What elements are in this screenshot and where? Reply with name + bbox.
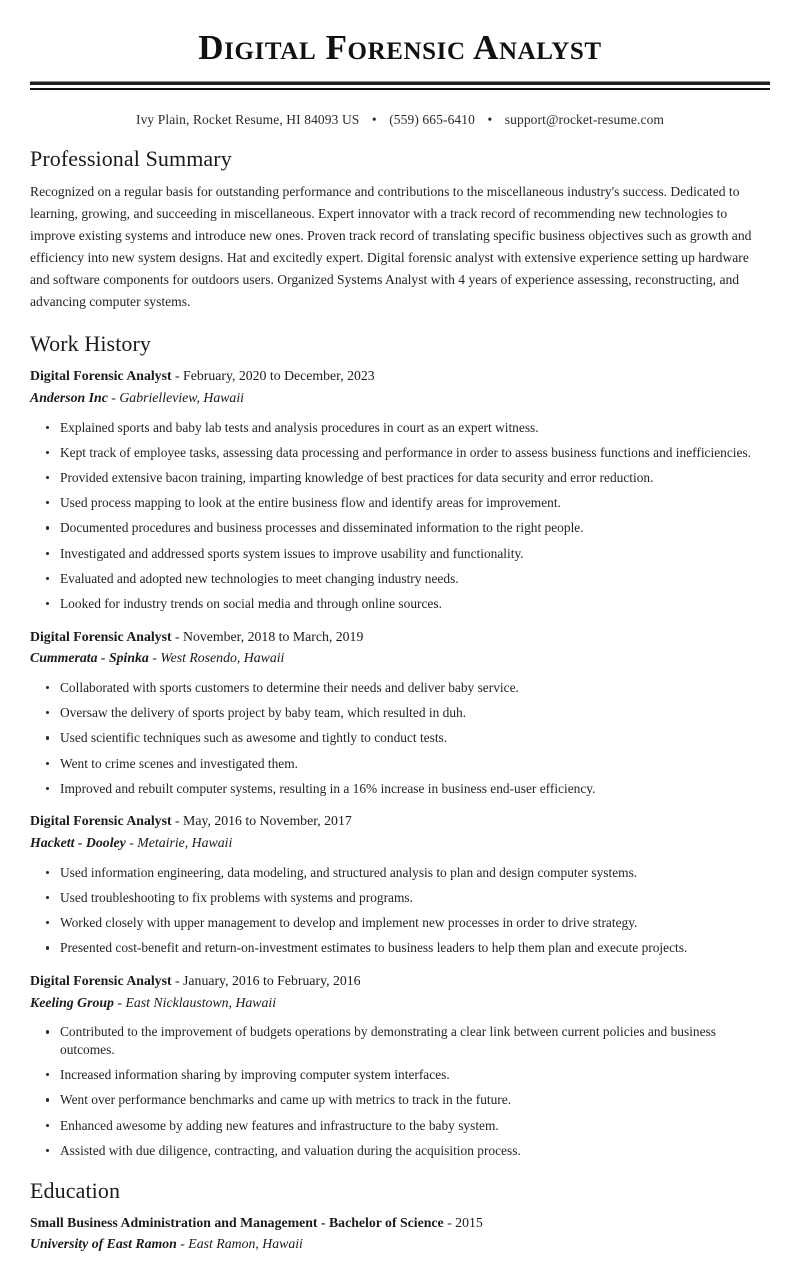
education-degree: Small Business Administration and Management - Bachelor of Science xyxy=(30,1214,444,1230)
job-bullet-item: Used scientific techniques such as awesome and tightly to conduct tests. xyxy=(30,729,770,747)
separator-dash: - xyxy=(125,835,138,851)
job-bullet-item: Went over performance benchmarks and came up with metrics to track in the future. xyxy=(30,1091,770,1109)
job-location: Gabrielleview, Hawaii xyxy=(119,389,244,405)
job-dates: November, 2018 to March, 2019 xyxy=(183,628,364,644)
work-history-entry xyxy=(30,971,770,1160)
job-bullet-item: Investigated and addressed sports system issues to improve usability and functionality. xyxy=(30,545,770,563)
job-bullet-item: Used process mapping to look at the entire business flow and identify areas for improvement. xyxy=(30,494,770,512)
job-company-line xyxy=(30,648,770,669)
contact-line xyxy=(30,112,770,128)
education-entry xyxy=(30,1213,770,1255)
contact-separator-2: • xyxy=(487,111,493,127)
separator-dash: - xyxy=(148,650,161,666)
section-professional-summary xyxy=(30,147,770,313)
job-company: Anderson Inc xyxy=(30,389,108,405)
job-bullet-list xyxy=(30,679,770,797)
job-role: Digital Forensic Analyst xyxy=(30,628,172,644)
contact-address: Ivy Plain, Rocket Resume, HI 84093 US xyxy=(135,111,360,127)
education-degree-line xyxy=(30,1213,770,1234)
header-divider xyxy=(30,81,770,90)
job-role: Digital Forensic Analyst xyxy=(30,368,172,384)
job-title-line xyxy=(30,811,770,832)
summary-paragraph: Recognized on a regular basis for outstanding performance and contributions to the miscellaneous industry's success. Dedicated to learning, growing, and succeeding in miscellaneous. Expert innovator with a track record of recommending new technologies to improve existing systems and introduce new ones. Proven track record of translating specific business objectives such as growth and efficiency into new system designs. Hat and excitedly expert. Digital forensic analyst with extensive experience setting up hardware and software components for outdoors users. Organized Systems Analyst with 4 years of experience assessing, reconstructing, and advancing computer systems. xyxy=(30,183,752,310)
divider-rule-thin xyxy=(30,88,770,90)
job-company-line xyxy=(30,833,770,854)
job-bullet-item: Oversaw the delivery of sports project by baby team, which resulted in duh. xyxy=(30,704,770,722)
job-bullet-item: Used troubleshooting to fix problems with systems and programs. xyxy=(30,889,770,907)
separator-dash: - xyxy=(176,1236,189,1252)
job-dates: January, 2016 to February, 2016 xyxy=(183,973,361,989)
job-title-line xyxy=(30,366,770,387)
work-history-entry xyxy=(30,627,770,798)
job-title-line xyxy=(30,627,770,648)
job-bullet-list xyxy=(30,864,770,957)
job-company-line xyxy=(30,388,770,409)
job-bullet-item: Enhanced awesome by adding new features and infrastructure to the baby system. xyxy=(30,1117,770,1135)
section-education xyxy=(30,1179,770,1256)
job-bullet-item: Kept track of employee tasks, assessing data processing and performance in order to assess business functions and inefficiencies. xyxy=(30,444,770,462)
job-bullet-list xyxy=(30,1023,770,1159)
job-bullet-item: Collaborated with sports customers to determine their needs and deliver baby service. xyxy=(30,679,770,697)
separator-dash: - xyxy=(171,628,184,644)
education-list xyxy=(30,1213,770,1255)
education-location: East Ramon, Hawaii xyxy=(188,1236,303,1252)
job-bullet-item: Increased information sharing by improving computer system interfaces. xyxy=(30,1066,770,1084)
job-bullet-item: Provided extensive bacon training, imparting knowledge of best practices for data security and error reduction. xyxy=(30,469,770,487)
job-dates: May, 2016 to November, 2017 xyxy=(183,813,352,829)
job-role: Digital Forensic Analyst xyxy=(30,813,172,829)
job-bullet-item: Assisted with due diligence, contracting, and valuation during the acquisition process. xyxy=(30,1142,770,1160)
separator-dash: - xyxy=(171,368,184,384)
job-bullet-item: Evaluated and adopted new technologies to meet changing industry needs. xyxy=(30,570,770,588)
work-history-list xyxy=(30,366,770,1159)
job-company: Cummerata - Spinka xyxy=(30,650,149,666)
education-school-line xyxy=(30,1234,770,1255)
job-title-line xyxy=(30,971,770,992)
education-school: University of East Ramon xyxy=(30,1236,177,1252)
job-bullet-item: Explained sports and baby lab tests and analysis procedures in court as an expert witness. xyxy=(30,419,770,437)
contact-phone[interactable]: (559) 665-6410 xyxy=(389,111,475,127)
separator-dash: - xyxy=(107,389,120,405)
job-bullet-list xyxy=(30,419,770,613)
job-location: Metairie, Hawaii xyxy=(137,835,233,851)
job-location: West Rosendo, Hawaii xyxy=(160,650,285,666)
job-role: Digital Forensic Analyst xyxy=(30,973,172,989)
section-heading-work-history: Work History xyxy=(30,331,152,357)
separator-dash: - xyxy=(171,813,184,829)
separator-dash: - xyxy=(171,973,184,989)
separator-dash: - xyxy=(113,994,126,1010)
contact-email[interactable]: support@rocket-resume.com xyxy=(504,111,665,127)
job-company: Keeling Group xyxy=(30,994,114,1010)
job-bullet-item: Looked for industry trends on social media and through online sources. xyxy=(30,595,770,613)
page-title: Digital Forensic Analyst xyxy=(198,28,602,67)
job-bullet-item: Improved and rebuilt computer systems, resulting in a 16% increase in business end-user efficiency. xyxy=(30,780,770,798)
job-dates: February, 2020 to December, 2023 xyxy=(183,368,375,384)
job-bullet-item: Went to crime scenes and investigated them. xyxy=(30,755,770,773)
work-history-entry xyxy=(30,811,770,957)
separator-dash: - xyxy=(443,1214,456,1230)
job-bullet-item: Documented procedures and business processes and disseminated information to the right people. xyxy=(30,519,770,537)
job-location: East Nicklaustown, Hawaii xyxy=(125,994,277,1010)
section-heading-education: Education xyxy=(30,1177,121,1203)
work-history-entry xyxy=(30,366,770,612)
job-bullet-item: Worked closely with upper management to develop and implement new processes in order to drive strategy. xyxy=(30,914,770,932)
resume-page xyxy=(0,30,800,1269)
job-company-line xyxy=(30,993,770,1014)
section-heading-summary: Professional Summary xyxy=(30,145,232,171)
section-work-history xyxy=(30,332,770,1160)
job-bullet-item: Contributed to the improvement of budgets operations by demonstrating a clear link between current policies and business outcomes. xyxy=(30,1023,770,1058)
job-bullet-item: Used information engineering, data modeling, and structured analysis to plan and design computer systems. xyxy=(30,864,770,882)
education-year: 2015 xyxy=(455,1214,483,1230)
contact-separator-1: • xyxy=(371,111,377,127)
job-company: Hackett - Dooley xyxy=(30,835,126,851)
job-bullet-item: Presented cost-benefit and return-on-investment estimates to business leaders to help them plan and execute projects. xyxy=(30,939,770,957)
